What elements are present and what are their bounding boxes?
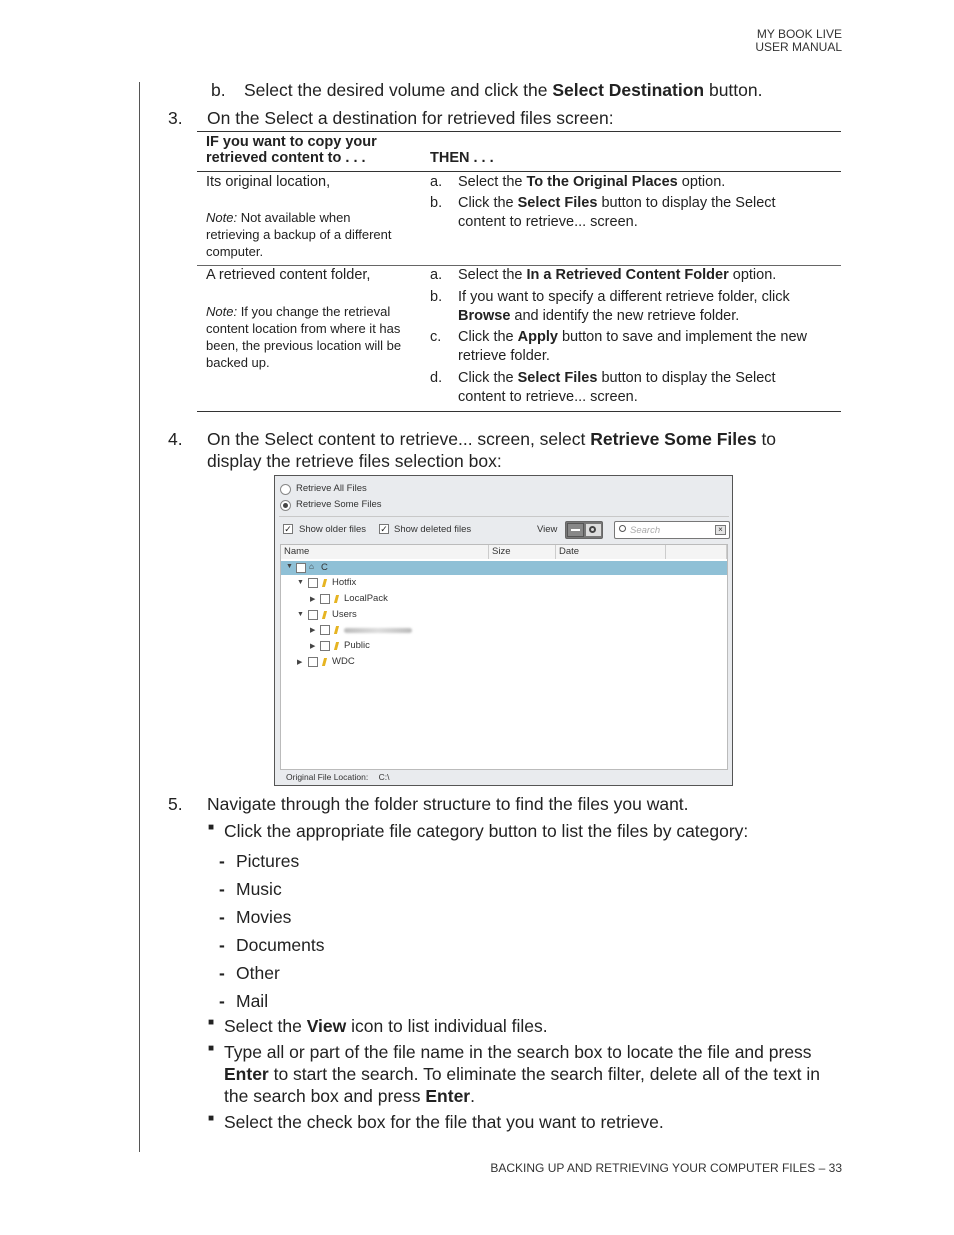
row2-step-d-letter: d. [430, 370, 443, 386]
category-mail: Mail [236, 991, 269, 1011]
bullet-view-pre: Select the [224, 1016, 307, 1036]
bullet-marker: ■ [208, 1043, 215, 1054]
row2-condition: A retrieved content folder, [206, 267, 371, 283]
dash-marker: - [219, 879, 225, 899]
bullet-view [224, 1015, 548, 1037]
row1-step-b-bold: Select Files [517, 195, 598, 211]
row1-step-a-pre: Select the [458, 174, 527, 190]
tree-row-c[interactable] [281, 561, 727, 575]
table-header-if [206, 134, 377, 166]
row1-note [206, 209, 416, 260]
tree-label: Public [344, 640, 370, 651]
expand-icon[interactable]: ▶ [310, 627, 316, 634]
file-tree-pane [280, 544, 728, 770]
dash-marker: - [219, 851, 225, 871]
row2-step-a-post: option. [728, 267, 777, 283]
tree-label: C [321, 562, 328, 573]
bullet-category: Click the appropriate file category button to list the files by category: [224, 821, 749, 841]
row2-note-label: Note: [206, 304, 238, 319]
table-header-rule [197, 171, 841, 172]
folder-icon [333, 595, 340, 603]
row1-step-a-bold: To the Original Places [526, 174, 678, 190]
expand-icon[interactable]: ▼ [286, 563, 293, 570]
category-movies: Movies [236, 907, 292, 927]
row2-step-a-bold: In a Retrieved Content Folder [526, 267, 729, 283]
category-documents: Documents [236, 935, 325, 955]
row1-note-line3: computer. [206, 244, 264, 259]
tree-checkbox[interactable] [308, 610, 318, 620]
bullet-marker: ■ [208, 1113, 215, 1124]
column-size[interactable]: Size [489, 545, 556, 559]
row2-step-c-letter: c. [430, 329, 442, 345]
table-header-if-line2: retrieved content to . . . [206, 150, 366, 166]
row1-note-line2: retrieving a backup of a different [206, 227, 392, 242]
retrieve-some-label: Retrieve Some Files [296, 499, 382, 510]
tree-checkbox[interactable] [320, 641, 330, 651]
row2-step-a-pre: Select the [458, 267, 527, 283]
bullet-search [224, 1041, 844, 1107]
expand-icon[interactable]: ▶ [297, 659, 303, 666]
bullet-marker: ■ [208, 1017, 215, 1028]
step-4-post: to [756, 429, 777, 449]
table-bottom-rule [197, 411, 841, 412]
folder-icon [321, 579, 328, 587]
folder-icon [333, 642, 340, 650]
row2-step-b-bold: Browse [458, 308, 511, 324]
expand-icon[interactable]: ▼ [297, 579, 304, 586]
row1-step-b-post: button to display the Select [597, 195, 776, 211]
category-other: Other [236, 963, 280, 983]
dash-marker: - [219, 991, 225, 1011]
expand-icon[interactable]: ▼ [297, 611, 304, 618]
bullet-search-line1: Type all or part of the file name in the search box to locate the file and press [224, 1042, 812, 1062]
bullet-view-bold: View [306, 1016, 347, 1036]
search-placeholder: Search [630, 525, 661, 536]
list-view-icon[interactable] [567, 523, 584, 537]
tree-checkbox[interactable] [308, 657, 318, 667]
bullet-search-line2: to start the search. To eliminate the search filter, delete all of the text in [268, 1064, 820, 1084]
search-icon [619, 525, 626, 532]
status-value: C:\ [378, 772, 390, 782]
row2-step-c-bold: Apply [517, 329, 558, 345]
folder-icon [321, 658, 328, 666]
tree-label: Users [332, 609, 357, 620]
row2-note [206, 303, 421, 371]
redacted-name [344, 628, 412, 633]
expand-icon[interactable]: ▶ [310, 643, 316, 650]
step-b-text [244, 79, 762, 101]
row2-step-b-line1: If you want to specify a different retrieve folder, click [458, 289, 790, 305]
step-b-pre: Select the desired volume and click the [244, 80, 553, 100]
tree-checkbox[interactable] [296, 563, 306, 573]
search-box[interactable] [614, 521, 730, 539]
bullet-marker: ■ [208, 822, 215, 833]
step-b-post: button. [704, 80, 763, 100]
show-older-checkbox[interactable]: ✓ [284, 524, 292, 534]
row2-step-d-pre: Click the [458, 370, 518, 386]
show-deleted-label: Show deleted files [394, 524, 472, 535]
search-view-icon[interactable] [585, 523, 602, 537]
retrieve-all-radio[interactable] [280, 484, 291, 495]
row1-step-b-line2: content to retrieve... screen. [458, 214, 638, 230]
row2-step-c-pre: Click the [458, 329, 518, 345]
step-b-letter: b. [211, 80, 226, 100]
row2-step-c-line2: retrieve folder. [458, 348, 550, 364]
step-4-number: 4. [168, 429, 183, 449]
step-5-text: Navigate through the folder structure to find the files you want. [207, 794, 689, 814]
margin-rule [139, 82, 140, 1152]
retrieve-all-label: Retrieve All Files [296, 483, 367, 494]
bullet-search-line3: the search box and press [224, 1086, 426, 1106]
page-footer: BACKING UP AND RETRIEVING YOUR COMPUTER FILES – 33 [490, 1161, 842, 1175]
view-label: View [537, 524, 558, 535]
row2-step-a-letter: a. [430, 267, 443, 283]
column-name[interactable]: Name [281, 545, 489, 559]
row2-step-d-post: button to display the Select [597, 370, 776, 386]
step-4-line2: display the retrieve files selection box: [207, 451, 502, 471]
row2-note-line4: backed up. [206, 355, 270, 370]
show-deleted-checkbox[interactable]: ✓ [380, 524, 388, 534]
column-extra [666, 545, 727, 559]
tree-label: Hotfix [332, 577, 357, 588]
row1-note-line1: Not available when [237, 210, 351, 225]
step-4-pre: On the Select content to retrieve... screen, select [207, 429, 591, 449]
category-music: Music [236, 879, 282, 899]
retrieve-files-screenshot [274, 475, 733, 786]
dash-marker: - [219, 935, 225, 955]
tree-label: LocalPack [344, 593, 388, 604]
step-4-text [207, 428, 827, 472]
running-header [755, 28, 842, 54]
tree-label: WDC [332, 656, 355, 667]
row2-step-b-letter: b. [430, 289, 443, 305]
row1-step-a-letter: a. [430, 174, 443, 190]
tree-checkbox[interactable] [320, 625, 330, 635]
step-3-text: On the Select a destination for retrieved files screen: [207, 108, 614, 128]
row2-step-d-bold: Select Files [517, 370, 598, 386]
row2-step-c-post: button to save and implement the new [557, 329, 807, 345]
header-title: MY BOOK LIVE [756, 27, 842, 41]
tree-checkbox[interactable] [320, 594, 330, 604]
header-subtitle: USER MANUAL [755, 40, 842, 54]
dash-marker: - [219, 963, 225, 983]
row2-step-d-line2: content to retrieve... screen. [458, 389, 638, 405]
row1-step-b-pre: Click the [458, 195, 518, 211]
table-top-rule [197, 131, 841, 132]
row1-step-b-letter: b. [430, 195, 443, 211]
step-5-number: 5. [168, 794, 183, 814]
row1-condition: Its original location, [206, 174, 331, 190]
bullet-search-bold1: Enter [224, 1064, 269, 1084]
row2-note-line2: content location from where it has [206, 321, 401, 336]
bullet-search-bold2: Enter [425, 1086, 471, 1106]
tree-checkbox[interactable] [308, 578, 318, 588]
row1-step-a-post: option. [677, 174, 726, 190]
table-header-then: THEN . . . [430, 150, 494, 166]
view-toggle[interactable] [565, 521, 603, 539]
step-b-bold: Select Destination [552, 80, 705, 100]
row2-note-line3: been, the previous location will be [206, 338, 402, 353]
retrieve-some-radio[interactable] [280, 500, 291, 511]
row2-step-b-post: and identify the new retrieve folder. [510, 308, 740, 324]
divider [279, 516, 729, 517]
category-pictures: Pictures [236, 851, 300, 871]
status-label: Original File Location: [286, 772, 369, 782]
row2-note-line1: If you change the retrieval [237, 304, 391, 319]
folder-icon [333, 626, 340, 634]
row1-note-label: Note: [206, 210, 238, 225]
status-bar [280, 770, 728, 784]
step-3-number: 3. [168, 108, 183, 128]
clear-search-icon[interactable]: × [715, 525, 726, 535]
show-older-label: Show older files [299, 524, 367, 535]
bullet-view-post: icon to list individual files. [346, 1016, 548, 1036]
expand-icon[interactable]: ▶ [310, 596, 316, 603]
bullet-search-end: . [470, 1086, 475, 1106]
drive-icon: ⌂ [309, 562, 314, 571]
bullet-checkbox: Select the check box for the file that you want to retrieve. [224, 1112, 664, 1132]
column-date[interactable]: Date [556, 545, 666, 559]
step-4-bold: Retrieve Some Files [590, 429, 757, 449]
dash-marker: - [219, 907, 225, 927]
folder-icon [321, 611, 328, 619]
table-header-if-line1: IF you want to copy your [206, 134, 377, 150]
